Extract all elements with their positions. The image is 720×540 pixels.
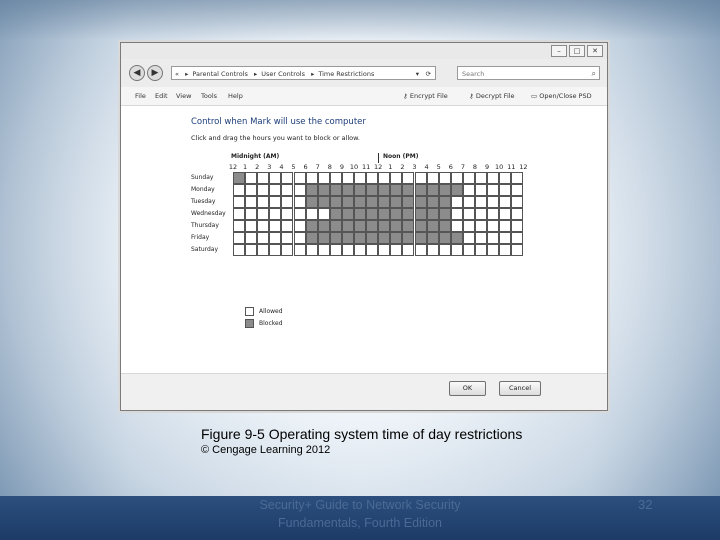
menu-tools[interactable]: Tools	[201, 92, 218, 100]
hour-cell[interactable]	[475, 208, 487, 220]
window-controls	[551, 45, 603, 57]
title-bar	[121, 43, 607, 59]
hour-cell[interactable]	[318, 232, 330, 244]
hour-cell[interactable]	[475, 220, 487, 232]
hour-cell[interactable]	[463, 244, 475, 256]
hour-cell[interactable]	[257, 208, 269, 220]
key-icon: ⚷	[469, 92, 474, 100]
hour-cell[interactable]	[354, 196, 366, 208]
page-number: 32	[638, 497, 653, 512]
hour-cell[interactable]	[378, 184, 390, 196]
hour-cell[interactable]	[511, 196, 523, 208]
hour-cell[interactable]	[269, 196, 281, 208]
hour-cell[interactable]	[415, 172, 427, 184]
breadcrumb-time-restrictions[interactable]: Time Restrictions	[318, 70, 375, 78]
hour-cell[interactable]	[487, 244, 499, 256]
hour-label: 9	[339, 163, 344, 171]
hour-label: 7	[315, 163, 320, 171]
hour-cell[interactable]	[463, 232, 475, 244]
breadcrumb[interactable]: « ▸ Parental Controls ▸ User Controls ▸ Time Restrictions ▾ ⟳	[171, 66, 436, 80]
hour-cell[interactable]	[378, 208, 390, 220]
hour-cell[interactable]	[402, 244, 414, 256]
back-arrow-icon[interactable]: ◀	[129, 65, 145, 81]
hour-cell[interactable]	[499, 220, 511, 232]
hour-cell[interactable]	[257, 244, 269, 256]
hour-cell[interactable]	[257, 172, 269, 184]
hour-cell[interactable]	[475, 196, 487, 208]
hour-cell[interactable]	[330, 172, 342, 184]
hour-label: 1	[388, 163, 393, 171]
hour-cell[interactable]	[402, 172, 414, 184]
hour-cell[interactable]	[342, 196, 354, 208]
hour-cell[interactable]	[281, 196, 293, 208]
hour-cell[interactable]	[281, 208, 293, 220]
copyright-notice: © Cengage Learning 2012	[201, 444, 331, 456]
hour-label: 11	[507, 163, 516, 171]
hour-cell[interactable]	[366, 196, 378, 208]
hour-cell[interactable]	[415, 220, 427, 232]
hour-cell[interactable]	[233, 196, 245, 208]
slide-top-band	[0, 0, 720, 40]
hour-cell[interactable]	[451, 244, 463, 256]
hour-cell[interactable]	[499, 244, 511, 256]
hour-cell[interactable]	[366, 184, 378, 196]
hour-cell[interactable]	[415, 208, 427, 220]
hour-cell[interactable]	[378, 244, 390, 256]
day-label: Saturday	[191, 246, 219, 253]
close-button[interactable]: ✕	[587, 45, 603, 57]
hour-cell[interactable]	[439, 172, 451, 184]
dropdown-arrow-icon[interactable]: ▾	[415, 70, 419, 78]
time-restrictions-panel	[121, 105, 607, 375]
hour-cell[interactable]	[499, 172, 511, 184]
hour-cell[interactable]	[427, 244, 439, 256]
hour-cell[interactable]	[269, 172, 281, 184]
search-input[interactable]	[457, 66, 600, 80]
hour-label: 4	[279, 163, 284, 171]
hour-cell[interactable]	[318, 196, 330, 208]
hour-cell[interactable]	[318, 220, 330, 232]
hour-cell[interactable]	[511, 172, 523, 184]
noon-divider	[378, 153, 379, 163]
hour-cell[interactable]	[402, 232, 414, 244]
hour-cell[interactable]	[390, 208, 402, 220]
hour-cell[interactable]	[378, 232, 390, 244]
hour-cell[interactable]	[499, 208, 511, 220]
hour-cell[interactable]	[354, 232, 366, 244]
hour-label: 9	[485, 163, 490, 171]
hour-cell[interactable]	[487, 172, 499, 184]
hour-cell[interactable]	[511, 220, 523, 232]
hour-cell[interactable]	[439, 232, 451, 244]
menu-view[interactable]: View	[176, 92, 192, 100]
hour-cell[interactable]	[451, 184, 463, 196]
hour-cell[interactable]	[366, 208, 378, 220]
hour-cell[interactable]	[487, 184, 499, 196]
hour-cell[interactable]	[511, 208, 523, 220]
hour-cell[interactable]	[330, 196, 342, 208]
hour-cell[interactable]	[245, 208, 257, 220]
open-close-psd-label: Open/Close PSD	[539, 92, 592, 100]
hour-cell[interactable]	[342, 220, 354, 232]
day-label: Sunday	[191, 174, 214, 181]
hour-cell[interactable]	[294, 196, 306, 208]
hour-label: 3	[412, 163, 417, 171]
hour-cell[interactable]	[415, 184, 427, 196]
breadcrumb-user-controls[interactable]: User Controls	[261, 70, 305, 78]
hour-cell[interactable]	[294, 172, 306, 184]
figure-caption: Figure 9-5 Operating system time of day restrictions	[201, 426, 523, 442]
hour-cell[interactable]	[499, 184, 511, 196]
hour-cell[interactable]	[354, 208, 366, 220]
hour-cell[interactable]	[245, 196, 257, 208]
hour-cell[interactable]	[354, 244, 366, 256]
hour-cell[interactable]	[451, 232, 463, 244]
hour-cell[interactable]	[475, 172, 487, 184]
hour-cell[interactable]	[294, 220, 306, 232]
hour-label: 2	[400, 163, 405, 171]
hour-cell[interactable]	[281, 244, 293, 256]
hour-cell[interactable]	[233, 184, 245, 196]
hour-cell[interactable]	[245, 220, 257, 232]
hour-label: 5	[291, 163, 296, 171]
hour-cell[interactable]	[233, 232, 245, 244]
hour-cell[interactable]	[269, 220, 281, 232]
hour-label: 10	[495, 163, 504, 171]
hour-cell[interactable]	[511, 184, 523, 196]
hour-cell[interactable]	[427, 220, 439, 232]
slide-footer	[0, 496, 720, 540]
hour-cell[interactable]	[378, 172, 390, 184]
hour-label: 12	[374, 163, 383, 171]
hour-cell[interactable]	[257, 184, 269, 196]
hour-cell[interactable]	[487, 220, 499, 232]
breadcrumb-parental-controls[interactable]: Parental Controls	[192, 70, 248, 78]
hour-cell[interactable]	[366, 220, 378, 232]
hour-cell[interactable]	[306, 244, 318, 256]
menu-edit[interactable]: Edit	[155, 92, 168, 100]
page-title: Control when Mark will use the computer	[191, 117, 366, 127]
hour-cell[interactable]	[390, 184, 402, 196]
hour-cell[interactable]	[439, 208, 451, 220]
blocked-legend-label: Blocked	[259, 320, 283, 327]
day-label: Friday	[191, 234, 210, 241]
hour-cell[interactable]	[439, 184, 451, 196]
hour-cell[interactable]	[269, 244, 281, 256]
hour-cell[interactable]	[330, 208, 342, 220]
hour-cell[interactable]	[342, 208, 354, 220]
decrypt-file-label: Decrypt File	[475, 92, 515, 100]
noon-label: Noon (PM)	[383, 153, 419, 160]
hour-label: 8	[327, 163, 332, 171]
hour-cell[interactable]	[511, 232, 523, 244]
hour-cell[interactable]	[463, 220, 475, 232]
hour-cell[interactable]	[415, 244, 427, 256]
hour-cell[interactable]	[318, 184, 330, 196]
hour-label: 12	[228, 163, 238, 171]
hour-cell[interactable]	[354, 172, 366, 184]
hour-cell[interactable]	[390, 220, 402, 232]
hour-cell[interactable]	[269, 232, 281, 244]
search-icon: ⌕	[591, 69, 596, 78]
hour-cell[interactable]	[233, 244, 245, 256]
day-label: Monday	[191, 186, 215, 193]
hour-label: 6	[448, 163, 453, 171]
hour-cell[interactable]	[257, 196, 269, 208]
hour-label: 12	[519, 163, 528, 171]
hour-cell[interactable]	[233, 208, 245, 220]
dialog-footer	[121, 373, 607, 410]
hour-cell[interactable]	[342, 172, 354, 184]
hour-label: 10	[349, 163, 359, 171]
hour-cell[interactable]	[294, 244, 306, 256]
hour-cell[interactable]	[269, 184, 281, 196]
key-icon: ⚷	[403, 92, 408, 100]
hour-cell[interactable]	[306, 232, 318, 244]
hour-cell[interactable]	[402, 208, 414, 220]
forward-arrow-icon[interactable]: ▶	[147, 65, 163, 81]
hour-label: 8	[472, 163, 478, 171]
hour-cell[interactable]	[330, 244, 342, 256]
hour-cell[interactable]	[306, 208, 318, 220]
hour-cell[interactable]	[245, 244, 257, 256]
hour-cell[interactable]	[439, 220, 451, 232]
day-label: Tuesday	[191, 198, 216, 205]
hour-cell[interactable]	[463, 172, 475, 184]
hour-cell[interactable]	[475, 184, 487, 196]
hour-cell[interactable]	[427, 232, 439, 244]
hour-cell[interactable]	[354, 184, 366, 196]
hour-cell[interactable]	[475, 232, 487, 244]
hour-cell[interactable]	[366, 244, 378, 256]
hour-cell[interactable]	[233, 220, 245, 232]
hour-cell[interactable]	[245, 172, 257, 184]
blocked-swatch	[245, 319, 254, 328]
hour-cell[interactable]	[427, 196, 439, 208]
minimize-button[interactable]: –	[551, 45, 567, 57]
open-close-psd-action[interactable]	[531, 92, 592, 100]
hour-cell[interactable]	[245, 232, 257, 244]
hour-cell[interactable]	[342, 232, 354, 244]
hour-cell[interactable]	[475, 244, 487, 256]
hour-cell[interactable]	[463, 184, 475, 196]
hour-label: 4	[424, 163, 429, 171]
hour-cell[interactable]	[390, 232, 402, 244]
hour-cell[interactable]	[281, 172, 293, 184]
hour-cell[interactable]	[318, 172, 330, 184]
hour-cell[interactable]	[402, 220, 414, 232]
menu-file[interactable]: File	[135, 92, 146, 100]
address-bar	[121, 59, 607, 88]
hour-cell[interactable]	[487, 208, 499, 220]
menu-help[interactable]: Help	[228, 92, 243, 100]
hour-cell[interactable]	[415, 232, 427, 244]
refresh-icon[interactable]: ⟳	[425, 70, 431, 78]
hour-cell[interactable]	[306, 220, 318, 232]
hour-cell[interactable]	[451, 196, 463, 208]
hour-label: 6	[303, 163, 308, 171]
hour-cell[interactable]	[390, 172, 402, 184]
hour-cell[interactable]	[257, 220, 269, 232]
hour-label: 7	[460, 163, 465, 171]
hour-cell[interactable]	[294, 184, 306, 196]
menu-bar	[121, 87, 607, 106]
encrypt-file-action[interactable]	[403, 92, 448, 100]
hour-cell[interactable]	[451, 220, 463, 232]
hour-cell[interactable]	[499, 196, 511, 208]
hour-cell[interactable]	[294, 232, 306, 244]
hour-cell[interactable]	[330, 184, 342, 196]
hour-cell[interactable]	[378, 196, 390, 208]
hour-cell[interactable]	[233, 172, 245, 184]
day-label: Thursday	[191, 222, 219, 229]
hour-cell[interactable]	[451, 208, 463, 220]
hour-cell[interactable]	[281, 220, 293, 232]
midnight-label: Midnight (AM)	[231, 153, 280, 160]
chevron-icon: «	[175, 70, 179, 78]
hour-cell[interactable]	[342, 244, 354, 256]
parental-controls-window	[120, 42, 608, 411]
hour-label: 11	[361, 163, 371, 171]
hour-cell[interactable]	[318, 208, 330, 220]
hour-cell[interactable]	[245, 184, 257, 196]
hour-cell[interactable]	[439, 196, 451, 208]
hour-cell[interactable]	[487, 196, 499, 208]
hour-cell[interactable]	[439, 244, 451, 256]
allowed-legend-label: Allowed	[259, 308, 283, 315]
decrypt-file-action[interactable]	[469, 92, 515, 100]
hour-cell[interactable]	[415, 196, 427, 208]
hour-cell[interactable]	[511, 244, 523, 256]
hour-cell[interactable]	[366, 232, 378, 244]
hour-cell[interactable]	[354, 220, 366, 232]
hour-cell[interactable]	[330, 232, 342, 244]
hour-cell[interactable]	[281, 184, 293, 196]
hour-cell[interactable]	[306, 172, 318, 184]
hour-label: 5	[436, 163, 441, 171]
hour-cell[interactable]	[306, 184, 318, 196]
instruction-text: Click and drag the hours you want to block or allow.	[191, 134, 360, 142]
maximize-button[interactable]: □	[569, 45, 585, 57]
drive-icon: ▭	[531, 92, 538, 100]
hour-cell[interactable]	[378, 220, 390, 232]
encrypt-file-label: Encrypt File	[409, 92, 448, 100]
search-placeholder: Search	[462, 70, 485, 78]
hour-cell[interactable]	[402, 184, 414, 196]
hour-cell[interactable]	[390, 196, 402, 208]
day-label: Wednesday	[191, 210, 226, 217]
hour-label: 3	[267, 163, 272, 171]
cancel-button[interactable]: Cancel	[499, 381, 541, 396]
hour-cell[interactable]	[366, 172, 378, 184]
hour-cell[interactable]	[427, 172, 439, 184]
hour-cell[interactable]	[402, 196, 414, 208]
hour-cell[interactable]	[318, 244, 330, 256]
hour-cell[interactable]	[499, 232, 511, 244]
ok-button[interactable]: OK	[449, 381, 486, 396]
hour-cell[interactable]	[257, 232, 269, 244]
hour-cell[interactable]	[427, 184, 439, 196]
hour-cell[interactable]	[269, 208, 281, 220]
hour-cell[interactable]	[427, 208, 439, 220]
allowed-swatch	[245, 307, 254, 316]
hour-cell[interactable]	[330, 220, 342, 232]
hour-cell[interactable]	[281, 232, 293, 244]
hour-cell[interactable]	[306, 196, 318, 208]
hour-cell[interactable]	[390, 244, 402, 256]
hour-cell[interactable]	[463, 208, 475, 220]
hour-cell[interactable]	[294, 208, 306, 220]
hour-cell[interactable]	[487, 232, 499, 244]
book-title: Security+ Guide to Network Security Fundamentals, Fourth Edition	[259, 498, 461, 530]
hour-label: 2	[255, 163, 260, 171]
hour-cell[interactable]	[342, 184, 354, 196]
hour-cell[interactable]	[451, 172, 463, 184]
hour-label: 1	[243, 163, 248, 171]
hour-cell[interactable]	[463, 196, 475, 208]
